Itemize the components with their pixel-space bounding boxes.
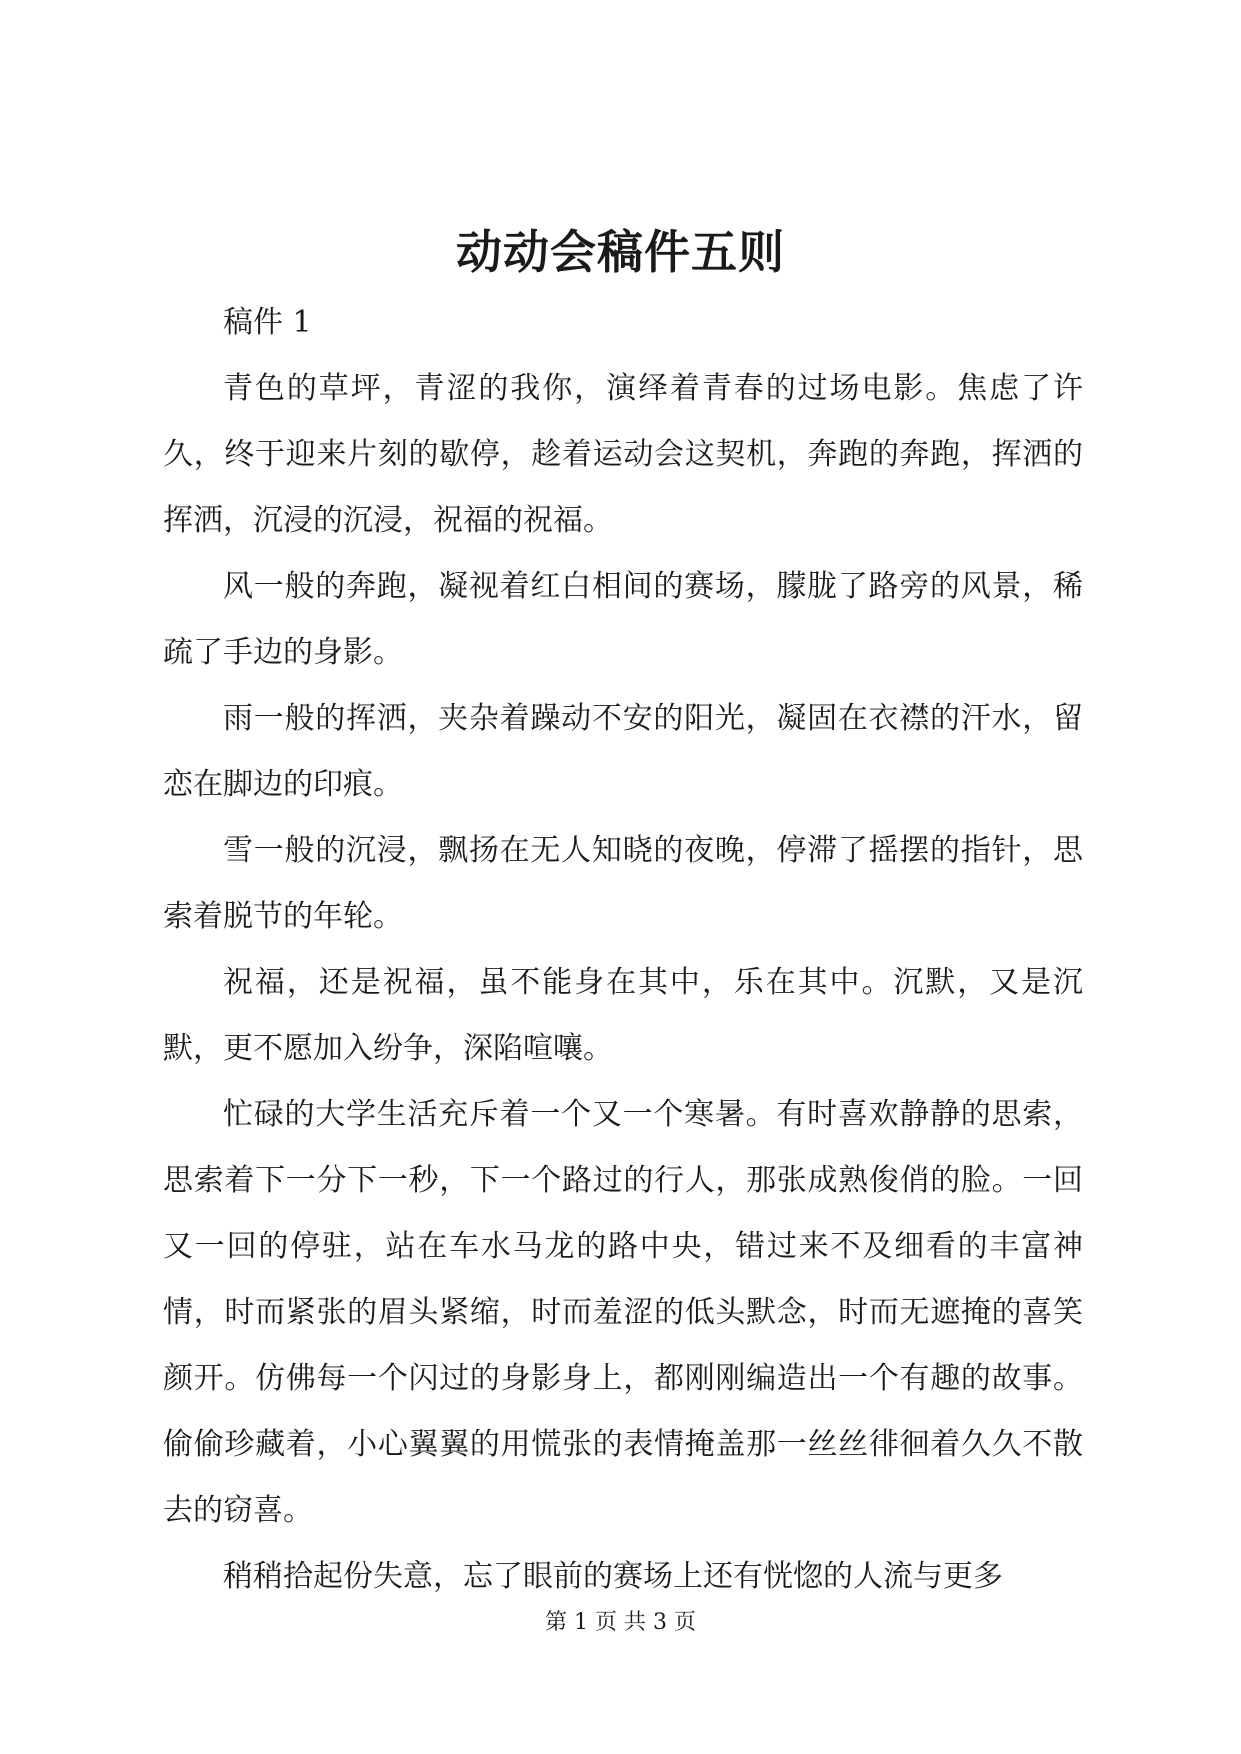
paragraph: 稍稍拾起份失意，忘了眼前的赛场上还有恍惚的人流与更多	[223, 1559, 1003, 1594]
paragraph: 祝福，还是祝福，虽不能身在其中，乐在其中。沉默，又是沉默，更不愿加入纷争，深陷喧嚷。	[163, 965, 1083, 1066]
paragraph: 青色的草坪，青涩的我你，演绎着青春的过场电影。焦虑了许久，终于迎来片刻的歇停，趁着运动会这契机，奔跑的奔跑，挥洒的挥洒，沉浸的沉浸，祝福的祝福。	[163, 371, 1083, 538]
paragraph: 忙碌的大学生活充斥着一个又一个寒暑。有时喜欢静静的思索，思索着下一分下一秒，下一个路过的行人，那张成熟俊俏的脸。一回又一回的停驻，站在车水马龙的路中央，错过来不及细看的丰富神情，时而紧张的眉头紧缩，时而羞涩的低头默念，时而无遮掩的喜笑颜开。仿佛每一个闪过的身影身上，都刚刚编造出一个有趣的故事。偷偷珍藏着，小心翼翼的用慌张的表情掩盖那一丝丝徘徊着久久不散去的窃喜。	[163, 1097, 1083, 1528]
document-body	[163, 290, 1083, 1610]
page-footer: 第 1 页 共 3 页	[545, 1610, 696, 1635]
paragraph: 雪一般的沉浸，飘扬在无人知晓的夜晚，停滞了摇摆的指针，思索着脱节的年轮。	[163, 833, 1083, 934]
section-heading: 稿件 1	[223, 305, 312, 340]
paragraph: 雨一般的挥洒，夹杂着躁动不安的阳光，凝固在衣襟的汗水，留恋在脚边的印痕。	[163, 701, 1083, 802]
document-title: 动动会稿件五则	[456, 225, 785, 279]
paragraph: 风一般的奔跑，凝视着红白相间的赛场，朦胧了路旁的风景，稀疏了手边的身影。	[163, 569, 1083, 670]
